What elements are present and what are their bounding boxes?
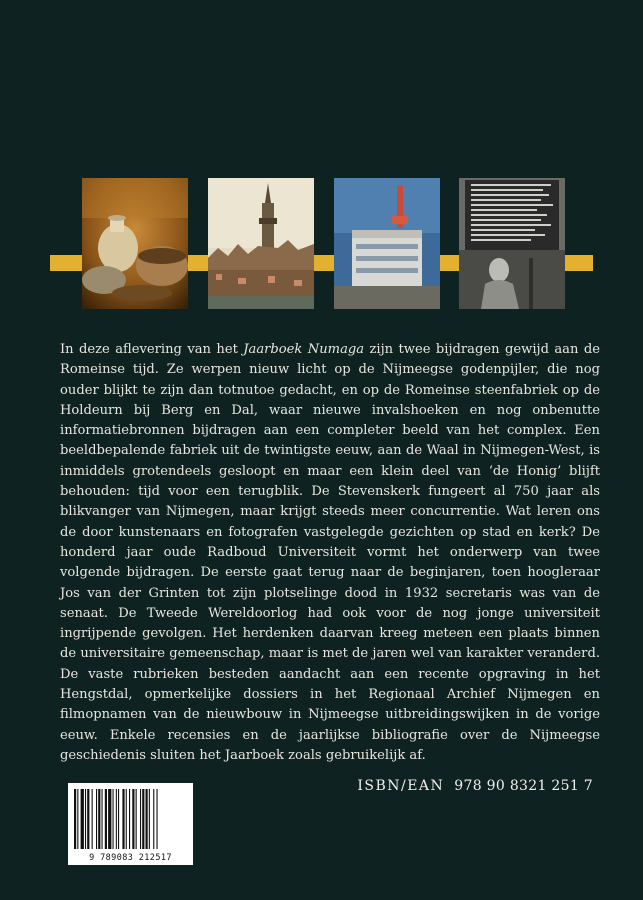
- barcode-bars: [68, 783, 193, 853]
- isbn-label: ISBN/EAN: [357, 778, 445, 794]
- barcode: [68, 783, 193, 865]
- description-text-part2: zijn twee bijdragen gewijd aan de Romeinse tijd. Ze werpen nieuw licht op de Nijmeegse godenpijler, die nog ouder blijkt te zijn dan totnutoe gedacht, en op de Romeinse steenfabriek op de Holdeurn bij Berg en Dal, waar nieuwe invalshoeken en nog onbenutte informatiebronnen bijdragen aan een completer beeld van het complex. Een beeldbepalende fabriek uit de twintigste eeuw, aan de Waal in Nijmegen-West, is inmiddels grotendeels gesloopt en maar een klein deel van ‘de Honig’ blijft behouden: tijd voor een terugblik. De Stevenskerk fungeert al 750 jaar als blikvanger van Nijmegen, maar krijgt steeds meer concurrentie. Wat leren ons de door kunstenaars en fotografen vastgelegde gezichten op stad en kerk? De honderd jaar oude Radboud Universiteit vormt het onderwerp van twee volgende bijdragen. De eerste gaat terug naar de beginjaren, toen hoogleraar Jos van der Grinten tot zijn plotselinge dood in 1932 secretaris was van de senaat. De Tweede Wereldoorlog had ook voor de nog jonge universiteit ingrijpende gevolgen. Het herdenken daarvan kreeg meteen een plaats binnen de universitaire gemeenschap, maar is met de jaren wel van karakter veranderd. De vaste rubrieken besteden aandacht aan een recente opgraving in het Hengstdal, opmerkelijke dossiers in het Regionaal Archief Nijmegen en filmopnamen van de nieuwbouw in Nijmeegse uitbreidingswijken in de vorige eeuw. Enkele recensies en de jaarlijkse bibliografie over de Nijmeegse geschiedenis sluiten het Jaarboek zoals gebruikelijk af.: [60, 342, 600, 763]
- journal-title: Jaarboek Numaga: [243, 342, 365, 357]
- description-text: [60, 340, 600, 766]
- memorial-plaque-photo: [459, 178, 565, 309]
- barcode-digits: 9 789083 212517: [89, 853, 172, 863]
- pottery-photo: [82, 178, 188, 309]
- isbn-number: 978 90 8321 251 7: [454, 778, 593, 794]
- isbn-line: [357, 778, 593, 794]
- description-text-part1: In deze aflevering van het: [60, 342, 244, 357]
- city-church-drawing: [208, 178, 314, 309]
- factory-building-photo: [334, 178, 440, 309]
